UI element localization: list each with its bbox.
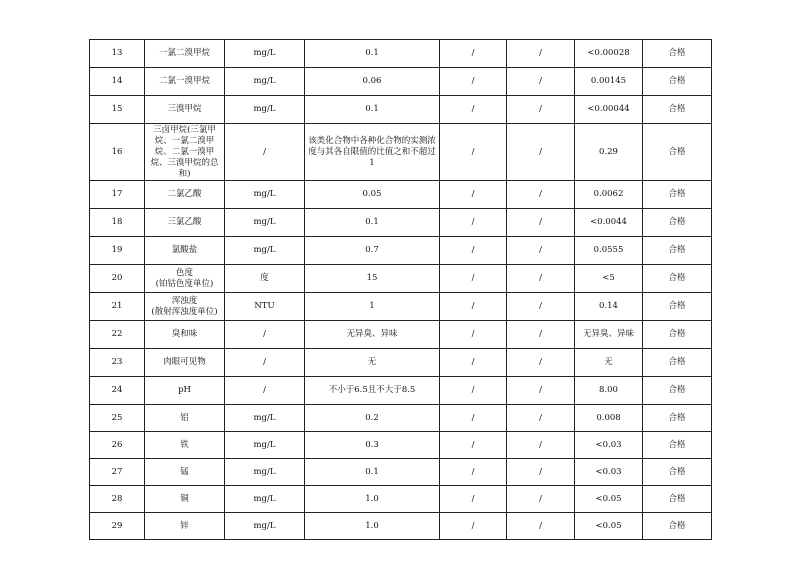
item-name-cell <box>145 265 225 293</box>
item-name: 三氯乙酸 <box>145 209 225 237</box>
verdict: 合格 <box>643 432 712 459</box>
empty-mark: / <box>507 40 575 68</box>
test-result: <0.03 <box>575 432 643 459</box>
empty-mark: / <box>440 432 507 459</box>
empty-mark: / <box>507 265 575 293</box>
row-number: 15 <box>90 96 145 124</box>
unit: mg/L <box>225 237 305 265</box>
item-name-note: (铂钴色度单位) <box>155 278 214 289</box>
test-result: 0.0062 <box>575 181 643 209</box>
limit-value: 该类化合物中各种化合物的实测浓度与其各自限值的比值之和不超过1 <box>305 124 440 181</box>
unit: mg/L <box>225 68 305 96</box>
water-quality-table <box>89 39 712 540</box>
unit: mg/L <box>225 40 305 68</box>
limit-value: 0.06 <box>305 68 440 96</box>
row-number: 21 <box>90 293 145 321</box>
unit: mg/L <box>225 96 305 124</box>
item-name: 臭和味 <box>145 321 225 349</box>
table-row <box>90 209 712 237</box>
row-number: 25 <box>90 405 145 432</box>
empty-mark: / <box>507 237 575 265</box>
unit: / <box>225 377 305 405</box>
empty-mark: / <box>507 124 575 181</box>
table-row <box>90 293 712 321</box>
limit-value: 无 <box>305 349 440 377</box>
limit-value: 0.1 <box>305 209 440 237</box>
limit-value: 1.0 <box>305 486 440 513</box>
test-result: 无 <box>575 349 643 377</box>
verdict: 合格 <box>643 124 712 181</box>
unit: / <box>225 124 305 181</box>
limit-value: 0.3 <box>305 432 440 459</box>
unit: mg/L <box>225 209 305 237</box>
row-number: 22 <box>90 321 145 349</box>
test-result: 0.00145 <box>575 68 643 96</box>
table-row <box>90 96 712 124</box>
item-name-note: (散射浑浊度单位) <box>151 306 218 317</box>
limit-value: 0.7 <box>305 237 440 265</box>
empty-mark: / <box>507 405 575 432</box>
table-row <box>90 513 712 540</box>
verdict: 合格 <box>643 68 712 96</box>
item-name: 铝 <box>145 405 225 432</box>
item-name: 肉眼可见物 <box>145 349 225 377</box>
empty-mark: / <box>440 293 507 321</box>
empty-mark: / <box>507 181 575 209</box>
item-name: 三溴甲烷 <box>145 96 225 124</box>
limit-value: 0.1 <box>305 40 440 68</box>
empty-mark: / <box>440 459 507 486</box>
empty-mark: / <box>440 96 507 124</box>
row-number: 27 <box>90 459 145 486</box>
row-number: 23 <box>90 349 145 377</box>
table-row <box>90 486 712 513</box>
verdict: 合格 <box>643 377 712 405</box>
row-number: 24 <box>90 377 145 405</box>
table-row <box>90 40 712 68</box>
limit-value: 0.1 <box>305 96 440 124</box>
row-number: 13 <box>90 40 145 68</box>
test-result: <0.00028 <box>575 40 643 68</box>
table-row <box>90 181 712 209</box>
verdict: 合格 <box>643 513 712 540</box>
empty-mark: / <box>507 486 575 513</box>
item-name: 锌 <box>145 513 225 540</box>
limit-value: 15 <box>305 265 440 293</box>
empty-mark: / <box>507 321 575 349</box>
verdict: 合格 <box>643 349 712 377</box>
table-row <box>90 124 712 181</box>
table-row <box>90 432 712 459</box>
verdict: 合格 <box>643 209 712 237</box>
table-row <box>90 405 712 432</box>
unit: mg/L <box>225 405 305 432</box>
table-row <box>90 237 712 265</box>
item-name: pH <box>145 377 225 405</box>
empty-mark: / <box>440 349 507 377</box>
unit: mg/L <box>225 513 305 540</box>
table-row <box>90 349 712 377</box>
item-name: 二氯一溴甲烷 <box>145 68 225 96</box>
item-name: 色度 <box>175 267 193 278</box>
unit: mg/L <box>225 486 305 513</box>
item-name: 二氯乙酸 <box>145 181 225 209</box>
unit: 度 <box>225 265 305 293</box>
test-result: 8.00 <box>575 377 643 405</box>
empty-mark: / <box>440 265 507 293</box>
row-number: 26 <box>90 432 145 459</box>
item-name: 浑浊度 <box>171 295 198 306</box>
item-name: 铁 <box>145 432 225 459</box>
table-row <box>90 265 712 293</box>
test-result: 0.0555 <box>575 237 643 265</box>
verdict: 合格 <box>643 237 712 265</box>
row-number: 18 <box>90 209 145 237</box>
empty-mark: / <box>440 321 507 349</box>
verdict: 合格 <box>643 293 712 321</box>
row-number: 19 <box>90 237 145 265</box>
table-row <box>90 68 712 96</box>
empty-mark: / <box>440 209 507 237</box>
verdict: 合格 <box>643 486 712 513</box>
empty-mark: / <box>507 209 575 237</box>
empty-mark: / <box>440 405 507 432</box>
test-result: <5 <box>575 265 643 293</box>
item-name: 三卤甲烷(三氯甲烷、一氯二溴甲烷、二氯一溴甲烷、三溴甲烷的总和) <box>145 124 225 181</box>
limit-value: 0.05 <box>305 181 440 209</box>
test-result: 0.14 <box>575 293 643 321</box>
test-result: 0.29 <box>575 124 643 181</box>
verdict: 合格 <box>643 265 712 293</box>
item-name-cell <box>145 293 225 321</box>
verdict: 合格 <box>643 321 712 349</box>
verdict: 合格 <box>643 40 712 68</box>
verdict: 合格 <box>643 96 712 124</box>
row-number: 17 <box>90 181 145 209</box>
test-result: <0.05 <box>575 486 643 513</box>
empty-mark: / <box>507 96 575 124</box>
test-result: <0.05 <box>575 513 643 540</box>
empty-mark: / <box>507 459 575 486</box>
empty-mark: / <box>440 237 507 265</box>
verdict: 合格 <box>643 181 712 209</box>
unit: / <box>225 349 305 377</box>
empty-mark: / <box>440 68 507 96</box>
verdict: 合格 <box>643 405 712 432</box>
empty-mark: / <box>440 513 507 540</box>
empty-mark: / <box>507 349 575 377</box>
limit-value: 1.0 <box>305 513 440 540</box>
empty-mark: / <box>440 40 507 68</box>
unit: mg/L <box>225 432 305 459</box>
row-number: 29 <box>90 513 145 540</box>
limit-value: 无异臭、异味 <box>305 321 440 349</box>
table-row <box>90 377 712 405</box>
empty-mark: / <box>507 68 575 96</box>
test-result: <0.00044 <box>575 96 643 124</box>
test-result: <0.0044 <box>575 209 643 237</box>
row-number: 16 <box>90 124 145 181</box>
empty-mark: / <box>507 432 575 459</box>
row-number: 14 <box>90 68 145 96</box>
item-name: 铜 <box>145 486 225 513</box>
item-name: 一氯二溴甲烷 <box>145 40 225 68</box>
empty-mark: / <box>507 377 575 405</box>
limit-value: 不小于6.5且不大于8.5 <box>305 377 440 405</box>
unit: / <box>225 321 305 349</box>
empty-mark: / <box>440 124 507 181</box>
empty-mark: / <box>440 486 507 513</box>
unit: mg/L <box>225 459 305 486</box>
empty-mark: / <box>507 293 575 321</box>
table-row <box>90 321 712 349</box>
unit: mg/L <box>225 181 305 209</box>
empty-mark: / <box>440 377 507 405</box>
empty-mark: / <box>507 513 575 540</box>
verdict: 合格 <box>643 459 712 486</box>
limit-value: 0.1 <box>305 459 440 486</box>
test-result: <0.03 <box>575 459 643 486</box>
empty-mark: / <box>440 181 507 209</box>
limit-value: 1 <box>305 293 440 321</box>
row-number: 20 <box>90 265 145 293</box>
test-result: 0.008 <box>575 405 643 432</box>
item-name: 氯酸盐 <box>145 237 225 265</box>
row-number: 28 <box>90 486 145 513</box>
table-row <box>90 459 712 486</box>
test-result: 无异臭、异味 <box>575 321 643 349</box>
limit-value: 0.2 <box>305 405 440 432</box>
unit: NTU <box>225 293 305 321</box>
item-name: 锰 <box>145 459 225 486</box>
